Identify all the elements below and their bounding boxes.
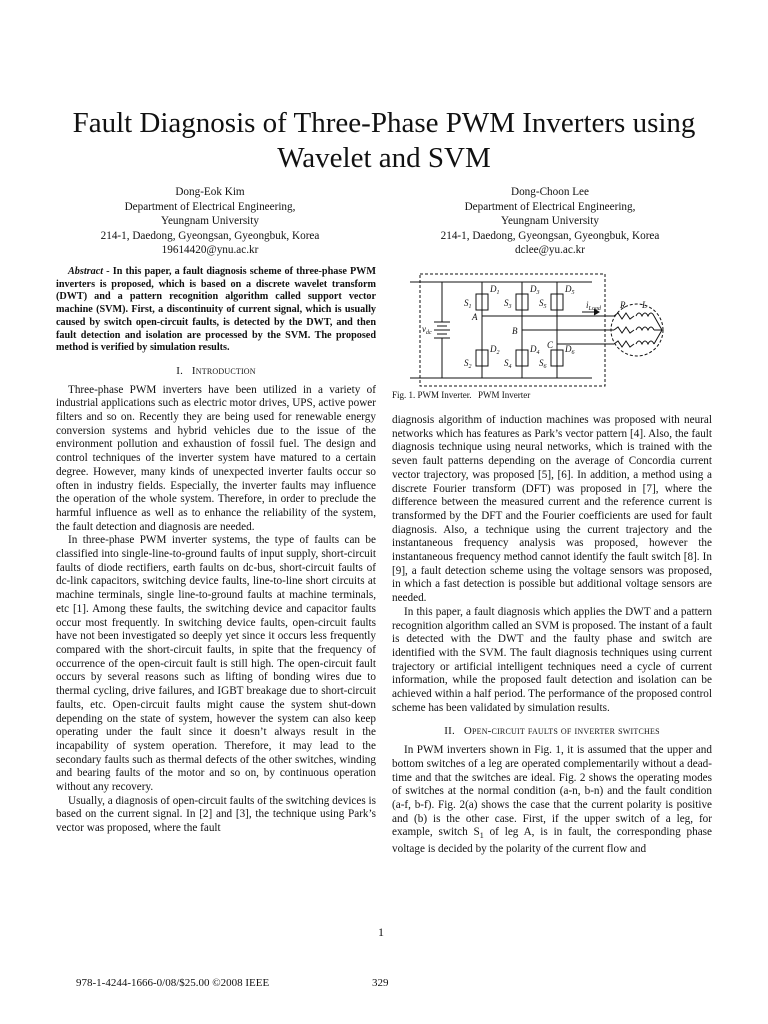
paragraph: diagnosis algorithm of induction machines was proposed with neural networks which has features as Park’s vector pattern [4]. Also, the fault diagnosis technique using neural networks, which is trained with the seven fault patterns depending on the average of Concordia current vector trajectory, was proposed [5], [6]. In addition, a method using a discrete Fourier transform (DFT) was proposed in [7], where the difference between the measured current and the reference current is transformed by the DFT and the Fourier coefficients are used for fault diagnosis. Also, a technique using the current trajectory and the instantaneous frequency analysis was proposed, however the instantaneous frequency method cannot identify the fault switch [8]. In [9], a fault detection scheme using the voltage sensors was proposed, in which a fast detection is possible but additional voltage sensors are needed. <box>392 414 712 605</box>
diode-label-d5: $D_5$ <box>565 284 575 296</box>
paper-title: Fault Diagnosis of Three-Phase PWM Inverters using Wavelet and SVM <box>72 107 696 174</box>
author-block-2 <box>385 185 715 258</box>
right-column <box>392 414 712 857</box>
inductor-label: L <box>642 300 648 310</box>
section-heading-open-circuit <box>392 725 712 739</box>
diode-label-d2: $D_2$ <box>490 344 500 356</box>
author-department: Department of Electrical Engineering, <box>124 200 296 213</box>
section-number: I. <box>176 364 184 377</box>
section-title: Introduction <box>191 364 256 377</box>
switch-label-s1: $S_1$ <box>464 298 472 310</box>
switch-label-s4: $S_4$ <box>504 358 512 370</box>
node-label-a: A <box>472 312 478 322</box>
page-number: 1 <box>378 925 384 939</box>
resistor-label: R <box>620 300 626 310</box>
author-university: Yeungnam University <box>161 215 259 228</box>
figure-inner-label: PWM Inverter <box>478 390 531 400</box>
author-email[interactable]: dclee@yu.ac.kr <box>515 244 585 257</box>
switch-label-s6: $S_6$ <box>539 358 547 370</box>
dc-voltage-label: $v_{dc}$ <box>422 324 432 336</box>
abstract-lead: Abstract - <box>68 266 110 277</box>
section-number: II. <box>444 725 455 738</box>
author-name: Dong-Choon Lee <box>511 186 589 198</box>
paragraph: Three-phase PWM inverters have been utilized in a variety of industrial applications such as electric motor drives, UPS, active power filters and so on. Recently they are being used for renewable energy conversion systems and hybrid vehicles due to the issue of the environment pollution and exhaustion of fossil fuel. The design and control techniques of the inverter system have matured to a certain degree. However, many kinds of unexpected inverter faults occur so often in industry fields. Especially, the inverter faults may influence the operation of the whole system. Therefore, in order to preclude the harmful influence as well as to enhance the reliability of the system, the fault detection and diagnosis are needed. <box>56 383 376 533</box>
author-address: 214-1, Daedong, Gyeongsan, Gyeongbuk, Korea <box>440 229 660 242</box>
diode-label-d3: $D_3$ <box>530 284 540 296</box>
node-label-c: C <box>547 340 554 350</box>
author-name: Dong-Eok Kim <box>175 186 245 198</box>
author-block-1 <box>45 185 375 258</box>
section-title: Open-circuit faults of inverter switches <box>463 725 660 738</box>
author-email[interactable]: 19614420@ynu.ac.kr <box>161 244 259 257</box>
node-label-b: B <box>512 326 518 336</box>
switch-label-s5: $S_5$ <box>539 298 547 310</box>
section-heading-introduction <box>56 365 376 379</box>
figure-caption: Fig. 1. PWM Inverter. <box>392 390 472 400</box>
pwm-inverter-figure <box>392 270 712 400</box>
abstract-text: In this paper, a fault diagnosis scheme of three-phase PWM inverters is proposed, which is based on a discrete wavelet transform (DWT) and a pattern recognition algorithm called support vector machine (SVM). First, a discontinuity of current signal, which is usually caused by switch open-circuit faults, is detected by the DWT, and then fault detection and isolation are processed by the SVM. The proposed method is verified by simulation results. <box>56 266 376 354</box>
diode-label-d4: $D_4$ <box>530 344 540 356</box>
paragraph: In PWM inverters shown in Fig. 1, it is assumed that the upper and bottom switches of a leg are operated complementarily without a dead-time and that the switches are ideal. Fig. 2 shows the operating modes of switches at the normal condition (a-n, b-n) and the fault condition (a-f, b-f). Fig. 2(a) shows the case that the current polarity is positive and (b) is the other case. First, if the upper switch of a leg, for example, switch $S_1$ of leg A, is in fault, the corresponding phase voltage is decided by the polarity of the current flow and <box>392 744 712 856</box>
footer-isbn: 978-1-4244-1666-0/08/$25.00 ©2008 IEEE <box>76 977 270 989</box>
switch-label-s2: $S_2$ <box>464 358 472 370</box>
diode-label-d1: $D_1$ <box>490 284 500 296</box>
left-column <box>56 266 376 836</box>
abstract <box>56 266 376 355</box>
author-department: Department of Electrical Engineering, <box>464 200 636 213</box>
paragraph: In this paper, a fault diagnosis which applies the DWT and a pattern recognition algorithm called an SVM is proposed. The instant of a fault is detected with the DWT and the faulty phase and switch are identified with the SVM. The fault diagnosis techniques using current trajectory or artificial intelligent techniques need a cycle of current information, while the proposed fault detection and isolation can be achieved within a half period. The performance of the proposed control scheme has been validated by simulation results. <box>392 605 712 714</box>
author-address: 214-1, Daedong, Gyeongsan, Gyeongbuk, Korea <box>100 229 320 242</box>
load-current-label: $i_{Load}$ <box>586 300 601 312</box>
paragraph: In three-phase PWM inverter systems, the type of faults can be classified into single-line-to-ground faults of input supply, short-circuit faults of diode rectifiers, earth faults on dc-bus, short-circuit faults of dc-link capacitors, switching device faults, line-to-line short circuits at machine terminals, single line-to-ground faults at machine terminals, etc [1]. Among these faults, the switching device and capacitor faults occur most frequently. In switching device faults, open-circuit faults have not been investigated so deeply yet since it occurs less frequently compared with the short-circuit faults, in spite that the frequency of occurrence of the open-circuit fault is still high. The open-circuit fault occurs by several reasons such as lifting of bonding wires due to thermal cycling, drive failures, and IGBT breakage due to short-circuit faults, etc. Open-circuit faults might cause the system shut-down depending on the state of system, however the system can also keep operating under the fault since it doesn’t always result in the incapability of system operation. Therefore, it may lead to the secondary faults such as thermal defects of the other switches, winding and bearing faults of the motor and so on, by continuous operation without any recovery. <box>56 534 376 794</box>
paragraph: Usually, a diagnosis of open-circuit faults of the switching devices is based on the current signal. In [2] and [3], the technique using Park’s vector was proposed, where the fault <box>56 794 376 835</box>
author-university: Yeungnam University <box>501 215 599 228</box>
switch-label-s3: $S_3$ <box>504 298 512 310</box>
diode-label-d6: $D_6$ <box>565 344 575 356</box>
footer-page: 329 <box>372 977 389 989</box>
